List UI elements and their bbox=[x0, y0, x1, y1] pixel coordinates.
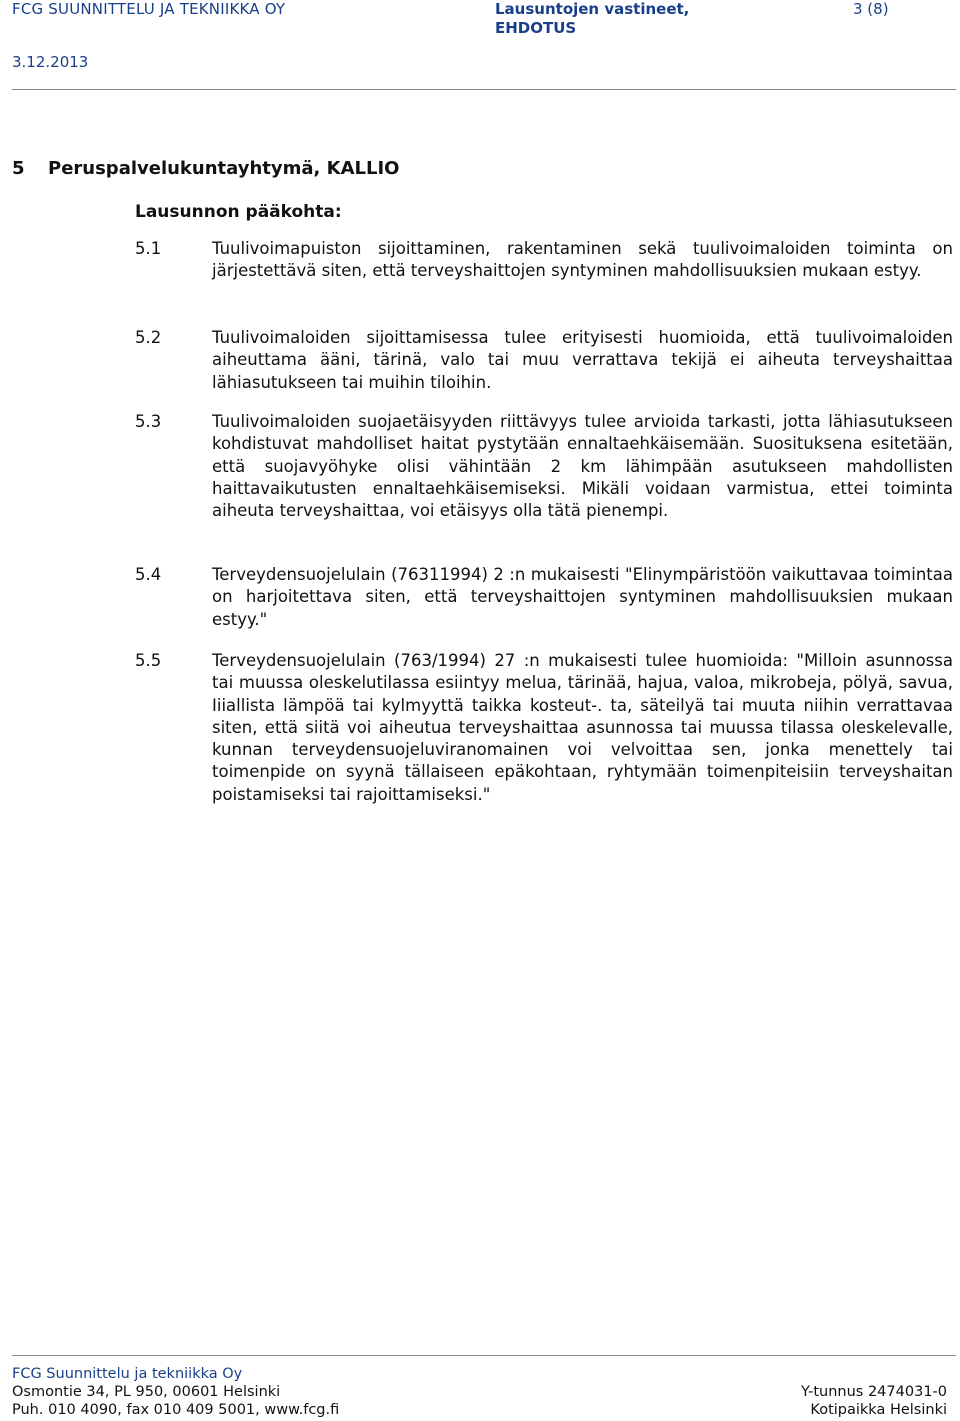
list-item-5-1 bbox=[135, 238, 953, 283]
section-subheading: Lausunnon pääkohta: bbox=[135, 202, 342, 222]
footer-business-id: Y-tunnus 2474031-0 bbox=[800, 1384, 947, 1400]
header-document-title-line1: Lausuntojen vastineet, bbox=[495, 0, 690, 18]
header-company-name: FCG SUUNNITTELU JA TEKNIIKKA OY bbox=[12, 0, 286, 18]
footer-address: Osmontie 34, PL 950, 00601 Helsinki bbox=[12, 1384, 281, 1400]
footer-company-name: FCG Suunnittelu ja tekniikka Oy bbox=[12, 1366, 243, 1382]
section-title: Peruspalvelukuntayhtymä, KALLIO bbox=[48, 158, 400, 179]
item-text: Terveydensuojelulain (76311994) 2 :n mukaisesti "Elinympäristöön vaikuttavaa toimintaa on harjoitettava siten, että terveyshaittojen syntyminen mahdollisuuksien mukaan estyy." bbox=[212, 565, 953, 629]
item-text: Tuulivoimaloiden suojaetäisyyden riittävyys tulee arvioida tarkasti, jotta lähiasutukseen kohdistuvat mahdolliset haitat pystytään ennaltaehkäisemään. Suosituksena esitetään, että suojavyöhyke olisi vähintään 2 km lähimpään asutukseen mahdollisten haittavaikutusten ennaltaehkäisemiseksi. Mikäli voidaan varmistua, ettei toiminta aiheuta terveyshaittaa, voi etäisyys olla tätä pienempi. bbox=[212, 412, 953, 521]
section-number: 5 bbox=[12, 158, 25, 179]
item-number: 5.3 bbox=[135, 412, 162, 431]
item-text: Terveydensuojelulain (763/1994) 27 :n mukaisesti tulee huomioida: "Milloin asunnossa tai muussa oleskelutilassa esiintyy melua, tärinää, hajua, valoa, mikrobeja, pölyä, savua, Iiiallista lämpöä tai kylmyyttä taikka kosteut-. ta, säteilyä tai muuta niihin verrattavaa siten, että siitä voi aiheutua terveyshaittaa asunnossa tai muussa tilassa oleskelevalle, kunnan terveydensuojeluviranomainen voi velvoittaa sen, jonka menettely tai toimenpide on syynä tällaiseen epäkohtaan, ryhtymään toimenpiteisiin terveyshaitan poistamiseksi tai rajoittamiseksi." bbox=[212, 651, 953, 804]
footer-divider bbox=[12, 1355, 956, 1356]
item-number: 5.2 bbox=[135, 328, 162, 347]
header-document-title-line2: EHDOTUS bbox=[495, 19, 577, 37]
header-date: 3.12.2013 bbox=[12, 53, 89, 71]
item-number: 5.5 bbox=[135, 651, 162, 670]
header-document-title bbox=[495, 0, 689, 38]
item-text: Tuulivoimapuiston sijoittaminen, rakentaminen sekä tuulivoimaloiden toiminta on järjestettävä siten, että terveyshaittojen syntyminen mahdollisuuksien mukaan estyy. bbox=[212, 239, 953, 281]
item-text: Tuulivoimaloiden sijoittamisessa tulee erityisesti huomioida, että tuulivoimaloiden aiheuttama ääni, tärinä, valo tai muu verrattava tekijä ei aiheuta terveyshaittaa lähiasutukseen tai muihin tiloihin. bbox=[212, 328, 953, 392]
list-item-5-2 bbox=[135, 327, 953, 394]
section-heading bbox=[12, 158, 399, 179]
footer-domicile: Kotipaikka Helsinki bbox=[810, 1402, 947, 1418]
item-number: 5.1 bbox=[135, 239, 162, 258]
header-page-number: 3 (8) bbox=[853, 0, 889, 18]
item-number: 5.4 bbox=[135, 565, 162, 584]
list-item-5-4 bbox=[135, 564, 953, 631]
footer-contact: Puh. 010 4090, fax 010 409 5001, www.fcg.fi bbox=[12, 1402, 340, 1418]
list-item-5-3 bbox=[135, 411, 953, 522]
header-divider bbox=[12, 89, 956, 90]
list-item-5-5 bbox=[135, 650, 953, 806]
